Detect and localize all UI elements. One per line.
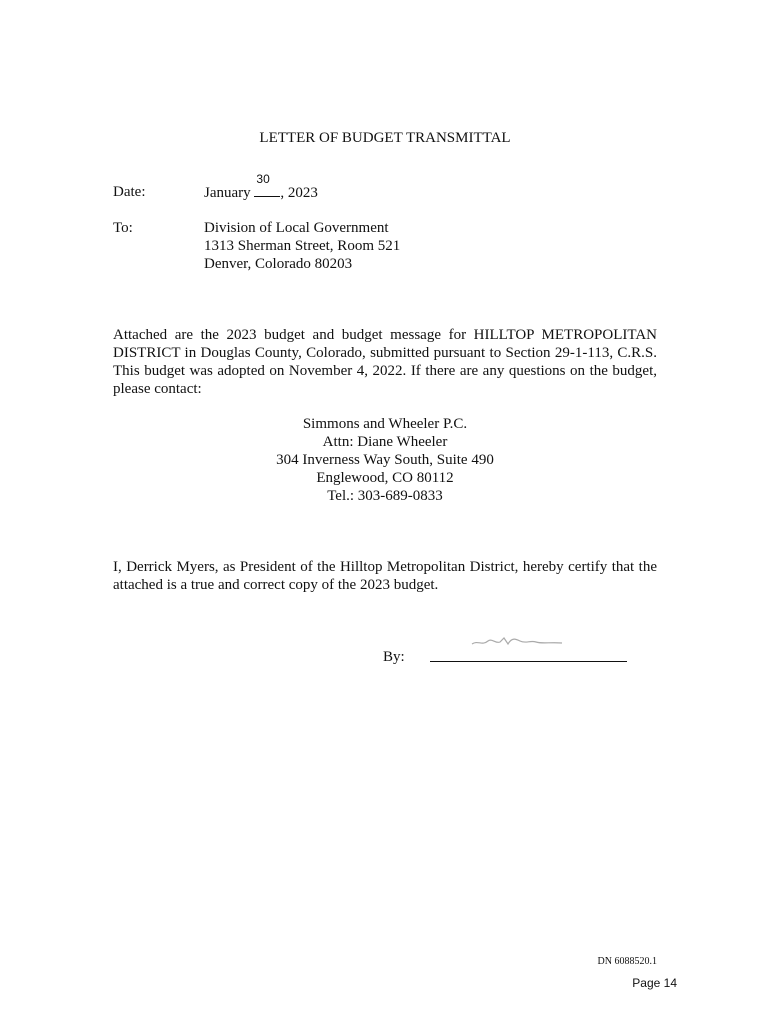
to-address-line-3: Denver, Colorado 80203 — [204, 256, 353, 272]
date-day-blank — [254, 172, 280, 197]
page-number: Page 14 — [632, 976, 677, 990]
contact-block — [0, 415, 770, 505]
contact-line-4: Englewood, CO 80112 — [316, 470, 454, 486]
date-month: January — [204, 185, 251, 201]
date-value — [204, 172, 318, 202]
to-address-line-1: Division of Local Government — [204, 220, 389, 236]
body-paragraph: Attached are the 2023 budget and budget message for HILLTOP METROPOLITAN DISTRICT in Douglas County, Colorado, submitted pursuant to Section 29-1-113, C.R.S. This budget was adopted on November 4, 2022. If there are any questions on the budget, please contact: — [113, 327, 657, 397]
document-number: DN 6088520.1 — [597, 956, 657, 967]
to-address-line-2: 1313 Sherman Street, Room 521 — [204, 238, 401, 254]
date-day: 30 — [256, 172, 270, 186]
contact-line-1: Simmons and Wheeler P.C. — [302, 416, 468, 432]
date-year: , 2023 — [280, 185, 318, 201]
contact-line-2: Attn: Diane Wheeler — [322, 434, 448, 450]
signature-line — [430, 661, 627, 662]
date-label: Date: — [113, 184, 146, 200]
contact-line-3: 304 Inverness Way South, Suite 490 — [276, 452, 494, 468]
contact-line-5: Tel.: 303-689-0833 — [327, 488, 443, 504]
document-title: LETTER OF BUDGET TRANSMITTAL — [259, 130, 511, 146]
handwritten-signature — [470, 632, 570, 654]
certification-paragraph: I, Derrick Myers, as President of the Hilltop Metropolitan District, hereby certify that the attached is a true and correct copy of the 2023 budget. — [113, 559, 657, 593]
signature-by-label: By: — [383, 649, 405, 665]
to-label: To: — [113, 220, 133, 236]
